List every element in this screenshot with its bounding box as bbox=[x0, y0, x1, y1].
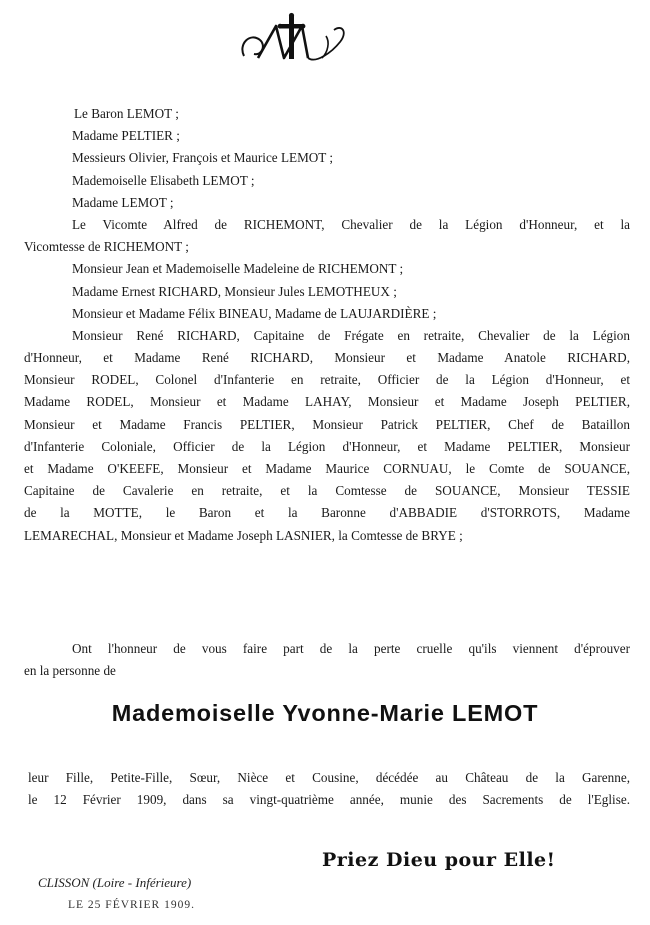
details-line: le 12 Février 1909, dans sa vingt-quatrième année, munie des Sacrements de l'Eglise. bbox=[28, 792, 630, 808]
announcement-line: en la personne de bbox=[24, 663, 116, 679]
family-members-list bbox=[24, 103, 630, 547]
deceased-name: Mademoiselle Yvonne-Marie LEMOT bbox=[111, 700, 539, 726]
details-line: leur Fille, Petite-Fille, Sœur, Nièce et Cousine, décédée au Château de la Garenne, bbox=[28, 770, 630, 785]
place-text: CLISSON (Loire - Inférieure) bbox=[38, 875, 192, 890]
family-line: Monsieur René RICHARD, Capitaine de Frégate en retraite, Chevalier de la Légion bbox=[72, 327, 630, 343]
family-line: et Madame O'KEEFE, Monsieur et Madame Maurice CORNUAU, le Comte de SOUANCE, bbox=[24, 461, 630, 476]
family-line: Messieurs Olivier, François et Maurice LEMOT ; bbox=[72, 150, 334, 166]
cross-monogram-icon bbox=[236, 12, 356, 72]
family-line: d'Infanterie Coloniale, Officier de la Légion d'Honneur, et Madame PELTIER, Monsieur bbox=[24, 438, 630, 454]
family-line: Le Vicomte Alfred de RICHEMONT, Chevalier de la Légion d'Honneur, et la bbox=[72, 216, 630, 232]
family-line: Madame PELTIER ; bbox=[72, 128, 180, 144]
family-line: Capitaine de Cavalerie en retraite, et la Comtesse de SOUANCE, Monsieur TESSIE bbox=[24, 483, 630, 499]
announcement-line: Ont l'honneur de vous faire part de la perte cruelle qu'ils viennent d'éprouver bbox=[72, 641, 630, 656]
family-line: LEMARECHAL, Monsieur et Madame Joseph LASNIER, la Comtesse de BRYE ; bbox=[24, 527, 463, 543]
prayer-text: Priez Dieu pour Elle! bbox=[322, 849, 556, 871]
death-details bbox=[28, 767, 630, 811]
family-line: Madame Ernest RICHARD, Monsieur Jules LEMOTHEUX ; bbox=[72, 283, 397, 299]
family-line: Monsieur Jean et Mademoiselle Madeleine de RICHEMONT ; bbox=[72, 261, 404, 277]
date-text: LE 25 FÉVRIER 1909. bbox=[68, 899, 195, 911]
family-line: Monsieur et Madame Félix BINEAU, Madame de LAUJARDIÈRE ; bbox=[72, 305, 437, 321]
family-line: Vicomtesse de RICHEMONT ; bbox=[24, 239, 189, 255]
family-line: Madame RODEL, Monsieur et Madame LAHAY, Monsieur et Madame Joseph PELTIER, bbox=[24, 394, 630, 410]
family-line: de la MOTTE, le Baron et la Baronne d'ABBADIE d'STORROTS, Madame bbox=[24, 505, 630, 521]
family-line: Monsieur et Madame Francis PELTIER, Monsieur Patrick PELTIER, Chef de Bataillon bbox=[24, 416, 630, 432]
family-line: Mademoiselle Elisabeth LEMOT ; bbox=[72, 172, 255, 188]
family-line: d'Honneur, et Madame René RICHARD, Monsieur et Madame Anatole RICHARD, bbox=[24, 350, 630, 366]
announcement-text bbox=[24, 638, 630, 682]
family-line: Le Baron LEMOT ; bbox=[74, 106, 179, 121]
family-line: Madame LEMOT ; bbox=[72, 194, 174, 210]
family-line: Monsieur RODEL, Colonel d'Infanterie en retraite, Officier de la Légion d'Honneur, et bbox=[24, 372, 630, 388]
